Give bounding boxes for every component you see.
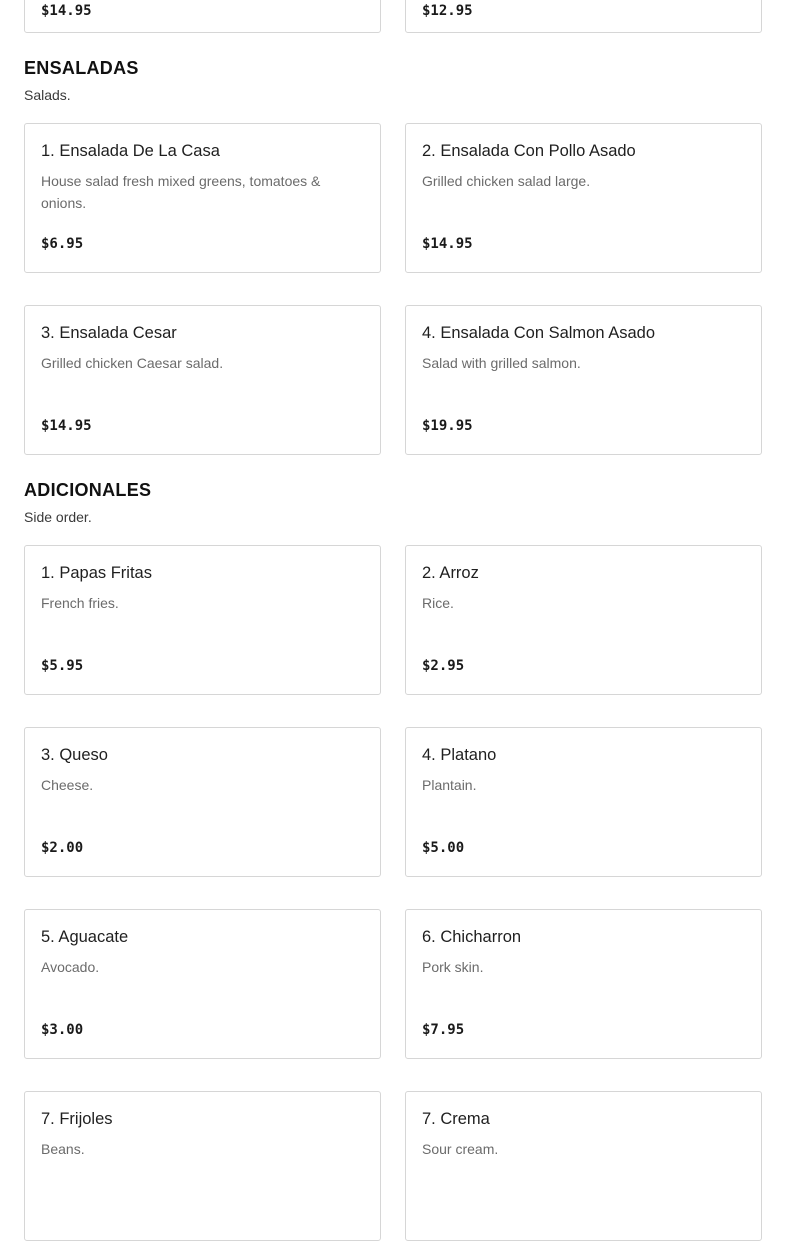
menu-item-card[interactable] xyxy=(24,1091,381,1241)
item-price: $14.95 xyxy=(41,3,92,19)
item-price: $3.00 xyxy=(41,1022,84,1038)
item-description: House salad fresh mixed greens, tomatoes & onions. xyxy=(41,173,321,211)
item-name: 2. Ensalada Con Pollo Asado xyxy=(422,142,636,160)
item-name: 4. Platano xyxy=(422,746,497,764)
item-description: Beans. xyxy=(41,1141,85,1157)
item-description: Avocado. xyxy=(41,959,100,975)
item-description: Pork skin. xyxy=(422,959,484,975)
item-name: 7. Frijoles xyxy=(41,1110,113,1128)
item-description: Plantain. xyxy=(422,777,477,793)
menu-item-card[interactable] xyxy=(405,305,762,455)
item-name: 3. Queso xyxy=(41,746,108,764)
section-subtitle-ensaladas: Salads. xyxy=(24,87,71,103)
item-description: Grilled chicken salad large. xyxy=(422,173,591,189)
item-name: 4. Ensalada Con Salmon Asado xyxy=(422,324,655,342)
menu-item-card[interactable] xyxy=(405,1091,762,1241)
item-name: 2. Arroz xyxy=(422,564,479,582)
item-name: 5. Aguacate xyxy=(41,928,129,946)
item-description: Sour cream. xyxy=(422,1141,499,1157)
item-price: $2.95 xyxy=(422,658,465,674)
menu-item-card[interactable] xyxy=(24,305,381,455)
menu-item-card[interactable] xyxy=(24,909,381,1059)
item-name: 6. Chicharron xyxy=(422,928,522,946)
item-description: Grilled chicken Caesar salad. xyxy=(41,355,224,371)
menu-item-card[interactable] xyxy=(24,545,381,695)
item-price: $6.95 xyxy=(41,236,84,252)
item-price: $2.00 xyxy=(41,840,84,856)
item-description: French fries. xyxy=(41,595,119,611)
item-name: 7. Crema xyxy=(422,1110,490,1128)
menu-item-card[interactable] xyxy=(405,0,762,33)
item-price: $14.95 xyxy=(422,236,473,252)
menu-item-card[interactable] xyxy=(405,123,762,273)
item-description: Rice. xyxy=(422,595,454,611)
section-title-ensaladas: ENSALADAS xyxy=(24,58,139,78)
menu-item-card[interactable] xyxy=(24,0,381,33)
item-price: $14.95 xyxy=(41,418,92,434)
menu-item-card[interactable] xyxy=(405,727,762,877)
item-price: $5.00 xyxy=(422,840,465,856)
section-subtitle-adicionales: Side order. xyxy=(24,509,92,525)
item-price: $5.95 xyxy=(41,658,84,674)
item-name: 1. Ensalada De La Casa xyxy=(41,142,220,160)
item-name: 1. Papas Fritas xyxy=(41,564,152,582)
menu-item-card[interactable] xyxy=(24,727,381,877)
item-description: Salad with grilled salmon. xyxy=(422,355,581,371)
section-title-adicionales: ADICIONALES xyxy=(24,480,152,500)
item-description: Cheese. xyxy=(41,777,94,793)
item-price: $12.95 xyxy=(422,3,473,19)
item-price: $7.95 xyxy=(422,1022,465,1038)
menu-item-card[interactable] xyxy=(405,545,762,695)
menu-item-card[interactable] xyxy=(24,123,381,273)
item-name: 3. Ensalada Cesar xyxy=(41,324,177,342)
menu-item-card[interactable] xyxy=(405,909,762,1059)
item-price: $19.95 xyxy=(422,418,473,434)
